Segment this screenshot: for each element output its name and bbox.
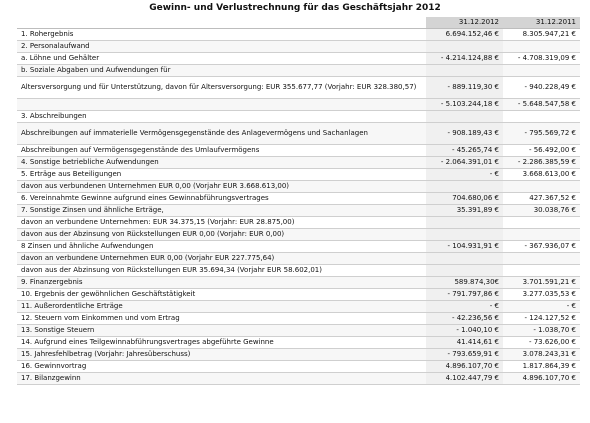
row-label: 11. Außerordentliche Erträge <box>17 301 426 313</box>
table-row <box>17 349 580 361</box>
row-label: 3. Abschreibungen <box>17 111 426 123</box>
value-2011: 3.277.035,53 € <box>503 289 580 301</box>
value-2012: - 2.064.391,01 € <box>426 157 503 169</box>
value-2011: - 4.708.319,09 € <box>503 53 580 65</box>
table-body <box>17 17 580 385</box>
row-label: 1. Rohergebnis <box>17 29 426 41</box>
value-2012: - € <box>426 169 503 181</box>
value-2011: - 5.648.547,58 € <box>503 99 580 111</box>
table-row <box>17 123 580 145</box>
row-label: 4. Sonstige betriebliche Aufwendungen <box>17 157 426 169</box>
table-row <box>17 111 580 123</box>
value-2011: 8.305.947,21 € <box>503 29 580 41</box>
value-2012: - 1.040,10 € <box>426 325 503 337</box>
page-title: Gewinn- und Verlustrechnung für das Geschäftsjahr 2012 <box>149 3 441 13</box>
value-2011: - 367.936,07 € <box>503 241 580 253</box>
value-2011 <box>503 181 580 193</box>
value-2012 <box>426 41 503 53</box>
value-2011: 3.668.613,00 € <box>503 169 580 181</box>
value-2012: - 4.214.124,88 € <box>426 53 503 65</box>
table-row <box>17 361 580 373</box>
table-row <box>17 253 580 265</box>
value-2012 <box>426 265 503 277</box>
value-2012 <box>426 229 503 241</box>
value-2011: 1.817.864,39 € <box>503 361 580 373</box>
value-2011 <box>503 41 580 53</box>
table-row <box>17 169 580 181</box>
value-2011: - € <box>503 301 580 313</box>
table-row <box>17 337 580 349</box>
value-2011: 4.896.107,70 € <box>503 373 580 385</box>
value-2012: - 42.236,56 € <box>426 313 503 325</box>
table-row <box>17 217 580 229</box>
table-row <box>17 193 580 205</box>
value-2012 <box>426 253 503 265</box>
table-row <box>17 265 580 277</box>
value-2011: 3.701.591,21 € <box>503 277 580 289</box>
column-header-2011: 31.12.2011 <box>503 17 580 29</box>
value-2011 <box>503 265 580 277</box>
table-row <box>17 181 580 193</box>
row-label: 8 Zinsen und ähnliche Aufwendungen <box>17 241 426 253</box>
value-2011: - 940.228,49 € <box>503 77 580 99</box>
row-label: 7. Sonstige Zinsen und ähnliche Erträge, <box>17 205 426 217</box>
row-label: 6. Vereinnahmte Gewinne aufgrund eines Gewinnabführungsvertrages <box>17 193 426 205</box>
row-label: 14. Aufgrund eines Teilgewinnabführungsvertrages abgeführte Gewinne <box>17 337 426 349</box>
row-label: Altersversorgung und für Unterstützung, davon für Altersversorgung: EUR 355.677,77 (Vorjahr: EUR 328.380,57) <box>17 77 426 99</box>
value-2012: - 908.189,43 € <box>426 123 503 145</box>
value-2011: - 1.038,70 € <box>503 325 580 337</box>
value-2012: - 791.797,86 € <box>426 289 503 301</box>
value-2011: - 56.492,00 € <box>503 145 580 157</box>
table-row <box>17 301 580 313</box>
row-label: 12. Steuern vom Einkommen und vom Ertrag <box>17 313 426 325</box>
value-2011: - 2.286.385,59 € <box>503 157 580 169</box>
table-row <box>17 205 580 217</box>
row-label: 9. Finanzergebnis <box>17 277 426 289</box>
table-row <box>17 229 580 241</box>
value-2011: 30.038,76 € <box>503 205 580 217</box>
row-label: b. Soziale Abgaben und Aufwendungen für <box>17 65 426 77</box>
table-row <box>17 53 580 65</box>
value-2012: 6.694.152,46 € <box>426 29 503 41</box>
value-2012 <box>426 181 503 193</box>
value-2012: - 104.931,91 € <box>426 241 503 253</box>
value-2011 <box>503 217 580 229</box>
row-label: Abschreibungen auf Vermögensgegenstände des Umlaufvermögens <box>17 145 426 157</box>
table-row <box>17 29 580 41</box>
table-row <box>17 99 580 111</box>
table-row <box>17 289 580 301</box>
value-2012: - 45.265,74 € <box>426 145 503 157</box>
table-row <box>17 77 580 99</box>
row-label: 16. Gewinnvortrag <box>17 361 426 373</box>
income-statement-table <box>17 17 580 385</box>
row-label: davon an verbundene Unternehmen EUR 0,00 (Vorjahr EUR 227.775,64) <box>17 253 426 265</box>
table-row <box>17 373 580 385</box>
row-label: davon an verbundene Unternehmen: EUR 34.375,15 (Vorjahr: EUR 28.875,00) <box>17 217 426 229</box>
value-2011: 427.367,52 € <box>503 193 580 205</box>
value-2012: 41.414,61 € <box>426 337 503 349</box>
row-label: 10. Ergebnis der gewöhnlichen Geschäftstätigkeit <box>17 289 426 301</box>
table-row <box>17 157 580 169</box>
value-2012: 4.102.447,79 € <box>426 373 503 385</box>
table-row <box>17 313 580 325</box>
table-row <box>17 65 580 77</box>
row-label: 13. Sonstige Steuern <box>17 325 426 337</box>
value-2012: - 889.119,30 € <box>426 77 503 99</box>
value-2011 <box>503 229 580 241</box>
value-2011 <box>503 65 580 77</box>
row-label <box>17 99 426 111</box>
value-2012: - € <box>426 301 503 313</box>
row-label: davon aus der Abzinsung von Rückstellungen EUR 35.694,34 (Vorjahr EUR 58.602,01) <box>17 265 426 277</box>
value-2011 <box>503 253 580 265</box>
table-row <box>17 41 580 53</box>
value-2012 <box>426 111 503 123</box>
value-2011: 3.078.243,31 € <box>503 349 580 361</box>
row-label: 5. Erträge aus Beteiligungen <box>17 169 426 181</box>
row-label: davon aus der Abzinsung von Rückstellungen EUR 0,00 (Vorjahr: EUR 0,00) <box>17 229 426 241</box>
table-row <box>17 241 580 253</box>
value-2011 <box>503 111 580 123</box>
value-2012: 704.680,06 € <box>426 193 503 205</box>
value-2012: - 793.659,91 € <box>426 349 503 361</box>
value-2012 <box>426 217 503 229</box>
table-header-row <box>17 17 580 29</box>
row-label: 15. Jahresfehlbetrag (Vorjahr: Jahresüberschuss) <box>17 349 426 361</box>
value-2011: - 124.127,52 € <box>503 313 580 325</box>
row-label: 2. Personalaufwand <box>17 41 426 53</box>
value-2012: - 5.103.244,18 € <box>426 99 503 111</box>
value-2012: 4.896.107,70 € <box>426 361 503 373</box>
value-2012 <box>426 65 503 77</box>
table-row <box>17 325 580 337</box>
value-2011: - 73.626,00 € <box>503 337 580 349</box>
header-blank <box>17 17 426 29</box>
row-label: Abschreibungen auf immaterielle Vermögensgegenstände des Anlagevermögens und Sachanlagen <box>17 123 426 145</box>
value-2011: - 795.569,72 € <box>503 123 580 145</box>
value-2012: 589.874,30€ <box>426 277 503 289</box>
row-label: davon aus verbundenen Unternehmen EUR 0,00 (Vorjahr EUR 3.668.613,00) <box>17 181 426 193</box>
table-row <box>17 277 580 289</box>
table-row <box>17 145 580 157</box>
row-label: 17. Bilanzgewinn <box>17 373 426 385</box>
value-2012: 35.391,89 € <box>426 205 503 217</box>
row-label: a. Löhne und Gehälter <box>17 53 426 65</box>
column-header-2012: 31.12.2012 <box>426 17 503 29</box>
